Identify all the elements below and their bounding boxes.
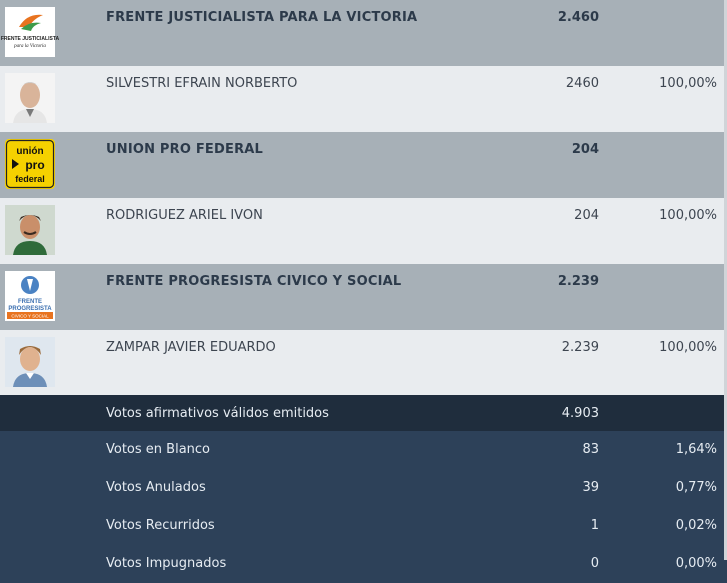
candidate-percentage: 100,00% [659,340,717,355]
party-votes: 2.460 [557,10,599,25]
party-name: FRENTE PROGRESISTA CIVICO Y SOCIAL [106,274,402,289]
candidate-row [0,330,727,396]
summary-votes: 4.903 [561,406,599,421]
summary-row-valid-votes [0,395,727,431]
candidate-votes: 2.239 [561,340,599,355]
summary-votes: 1 [590,518,599,533]
summary-row-appealed-votes [0,507,727,545]
summary-label: Votos Recurridos [106,518,215,533]
frente-progresista-logo [5,271,55,321]
summary-label: Votos afirmativos válidos emitidos [106,406,329,421]
candidate-photo [5,73,55,123]
summary-votes: 39 [582,480,599,495]
summary-votes: 83 [582,442,599,457]
party-votes: 2.239 [557,274,599,289]
summary-percentage: 0,00% [675,556,717,571]
party-votes: 204 [571,142,599,157]
svg-text:CIVICO Y SOCIAL: CIVICO Y SOCIAL [11,313,49,319]
svg-text:para la Victoria: para la Victoria [14,44,46,49]
svg-text:FRENTE: FRENTE [18,299,42,305]
candidate-photo [5,205,55,255]
summary-percentage: 0,77% [675,480,717,495]
candidate-percentage: 100,00% [659,76,717,91]
summary-percentage: 0,02% [675,518,717,533]
summary-row-blank-votes [0,431,727,469]
candidate-name: RODRIGUEZ ARIEL IVON [106,208,263,223]
party-name: FRENTE JUSTICIALISTA PARA LA VICTORIA [106,10,418,25]
party-name: UNION PRO FEDERAL [106,142,264,157]
svg-text:unión: unión [16,146,44,157]
summary-label: Votos en Blanco [106,442,210,457]
svg-text:PROGRESISTA: PROGRESISTA [8,306,52,312]
summary-votes: 0 [590,556,599,571]
candidate-percentage: 100,00% [659,208,717,223]
summary-label: Votos Impugnados [106,556,227,571]
svg-text:FRENTE JUSTICIALISTA: FRENTE JUSTICIALISTA [0,36,60,42]
summary-percentage: 1,64% [675,442,717,457]
fpv-logo [0,7,60,57]
union-pro-federal-logo [5,139,55,189]
summary-row-challenged-votes [0,545,727,583]
party-row [0,132,727,198]
svg-text:federal: federal [15,174,45,184]
svg-text:pro: pro [25,158,45,172]
candidate-votes: 204 [574,208,599,223]
candidate-row [0,198,727,264]
candidate-name: SILVESTRI EFRAIN NORBERTO [106,76,298,91]
party-row [0,264,727,330]
party-row [0,0,727,66]
candidate-name: ZAMPAR JAVIER EDUARDO [106,340,276,355]
candidate-photo [5,337,55,387]
candidate-row [0,66,727,132]
candidate-votes: 2460 [565,76,599,91]
summary-label: Votos Anulados [106,480,206,495]
summary-row-null-votes [0,469,727,507]
